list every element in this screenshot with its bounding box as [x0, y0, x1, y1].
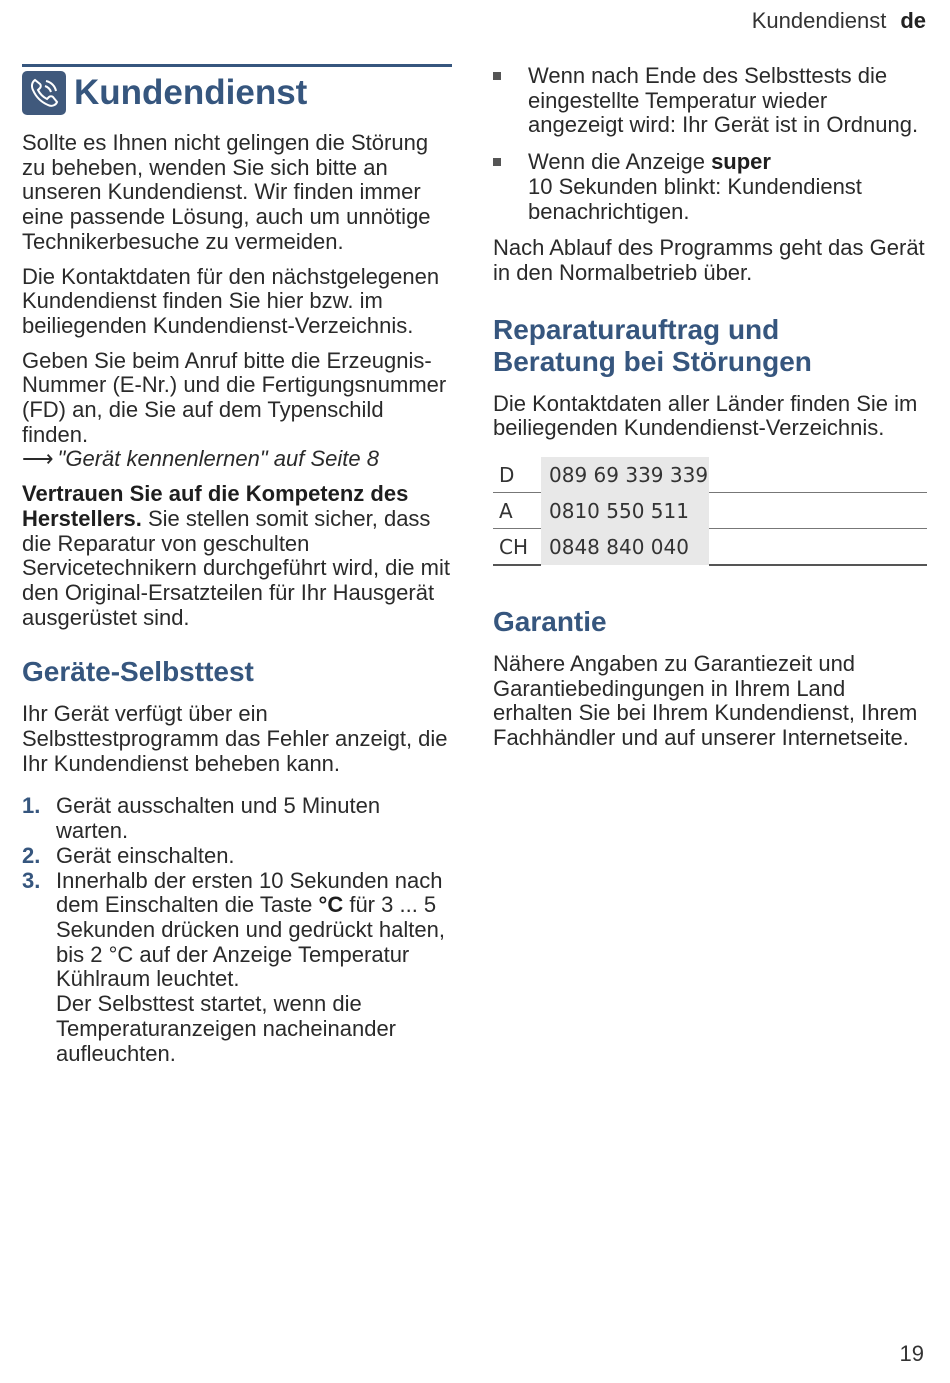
phone-number: 089 69 339 339: [541, 457, 709, 493]
left-column: [22, 64, 452, 1066]
intro-paragraph: Sollte es Ihnen nicht gelingen die Störung zu beheben, wenden Sie sich bitte an unseren Kundendienst. Wir finden immer eine passende Lösung, auch um unnötige Technikerbesuche zu vermeiden.: [22, 130, 431, 254]
step-text: Gerät einschalten.: [56, 842, 235, 868]
title-row: [22, 64, 452, 115]
trust-paragraph: [22, 482, 452, 630]
table-row: [493, 493, 927, 529]
country-code: D: [493, 457, 541, 493]
table-cell-empty: [709, 529, 927, 566]
step-item: [22, 844, 452, 869]
bullet-icon: [493, 64, 528, 138]
trust-bold: Vertrauen Sie auf die Kompetenz des Herstellers.: [22, 481, 409, 531]
trust-text: Sie stellen somit sicher, dass die Reparatur von geschulten Servicetechnikern durchgeführt wird, die mit den Original-Ersatzteilen für Ihr Hausgerät ausgerüstet sind.: [22, 505, 450, 630]
step-item: [22, 794, 452, 843]
selftest-intro: Ihr Gerät verfügt über ein Selbsttestprogramm das Fehler anzeigt, die Ihr Kundendienst beheben kann.: [22, 701, 448, 776]
step3-result: Der Selbsttest startet, wenn die Temperaturanzeigen nacheinander aufleuchten.: [56, 991, 397, 1066]
page-number: 19: [899, 1341, 924, 1366]
bullet2-text-b: 10 Sekunden blinkt: Kundendienst benachrichtigen.: [528, 173, 862, 224]
country-code: A: [493, 493, 541, 529]
repair-heading-line1: Reparaturauftrag und: [493, 313, 780, 345]
call-info-paragraph: Geben Sie beim Anruf bitte die Erzeugnis-Nummer (E-Nr.) und die Fertigungsnummer (FD) an, die Sie auf dem Typenschild finden.: [22, 347, 447, 447]
step-number: 1.: [22, 793, 41, 819]
cross-reference[interactable]: [22, 447, 452, 472]
phone-number: 0810 550 511: [541, 493, 709, 529]
step-text: Gerät ausschalten und 5 Minuten warten.: [56, 793, 381, 844]
super-key: super: [711, 149, 771, 175]
running-header: [752, 8, 926, 34]
bullet-icon: [493, 150, 528, 224]
bullet-text: Wenn nach Ende des Selbsttests die eingestellte Temperatur wieder angezeigt wird: Ihr Gerät ist in Ordnung.: [528, 63, 919, 138]
repair-text: Die Kontaktdaten aller Länder finden Sie im beiliegenden Kundendienst-Verzeichnis.: [493, 390, 918, 441]
header-section: Kundendienst: [751, 8, 887, 33]
phone-icon: [22, 71, 66, 115]
selftest-steps: [22, 794, 452, 1066]
right-column: [493, 64, 927, 761]
bullet2-text-a: Wenn die Anzeige: [528, 149, 712, 175]
step-number: 3.: [22, 867, 41, 893]
arrow-icon: ⟶: [22, 446, 54, 472]
phone-table: [493, 457, 927, 566]
step-number: 2.: [22, 842, 41, 868]
repair-heading-line2: Beratung bei Störungen: [493, 345, 812, 377]
table-cell-empty: [709, 457, 927, 493]
bullet-text: [528, 150, 927, 224]
table-cell-empty: [709, 493, 927, 529]
country-code: CH: [493, 529, 541, 566]
cross-reference-text: "Gerät kennenlernen" auf Seite 8: [57, 446, 379, 472]
call-info-block: [22, 349, 452, 473]
table-row: [493, 529, 927, 566]
selftest-heading: Geräte-Selbsttest: [22, 656, 254, 688]
warranty-heading: Garantie: [493, 606, 607, 638]
selftest-results-list: [493, 64, 927, 224]
list-item: [493, 150, 927, 224]
step-item: [22, 869, 452, 1067]
contact-paragraph: Die Kontaktdaten für den nächstgelegenen Kundendienst finden Sie hier bzw. im beiliegenden Kundendienst-Verzeichnis.: [22, 263, 440, 338]
step3-text-b: für 3 ... 5 Sekunden drücken und gedrückt halten, bis 2 °C auf der Anzeige Temperatur Kühlraum leuchtet.: [56, 892, 445, 992]
header-language: de: [900, 8, 926, 33]
celsius-key: °C: [318, 892, 344, 918]
list-item: [493, 64, 927, 138]
warranty-text: Nähere Angaben zu Garantiezeit und Garantiebedingungen in Ihrem Land erhalten Sie bei Ihrem Kundendienst, Ihrem Fachhändler und auf unserer Internetseite.: [493, 651, 918, 751]
page-title: Kundendienst: [74, 73, 308, 112]
step-text: [56, 869, 452, 1067]
step3-text-a: Innerhalb der ersten 10 Sekunden nach dem Einschalten die Taste: [56, 867, 443, 918]
repair-heading: [493, 314, 927, 378]
table-row: [493, 457, 927, 493]
normal-operation-paragraph: Nach Ablauf des Programms geht das Gerät in den Normalbetrieb über.: [493, 235, 925, 285]
phone-number: 0848 840 040: [541, 529, 709, 566]
